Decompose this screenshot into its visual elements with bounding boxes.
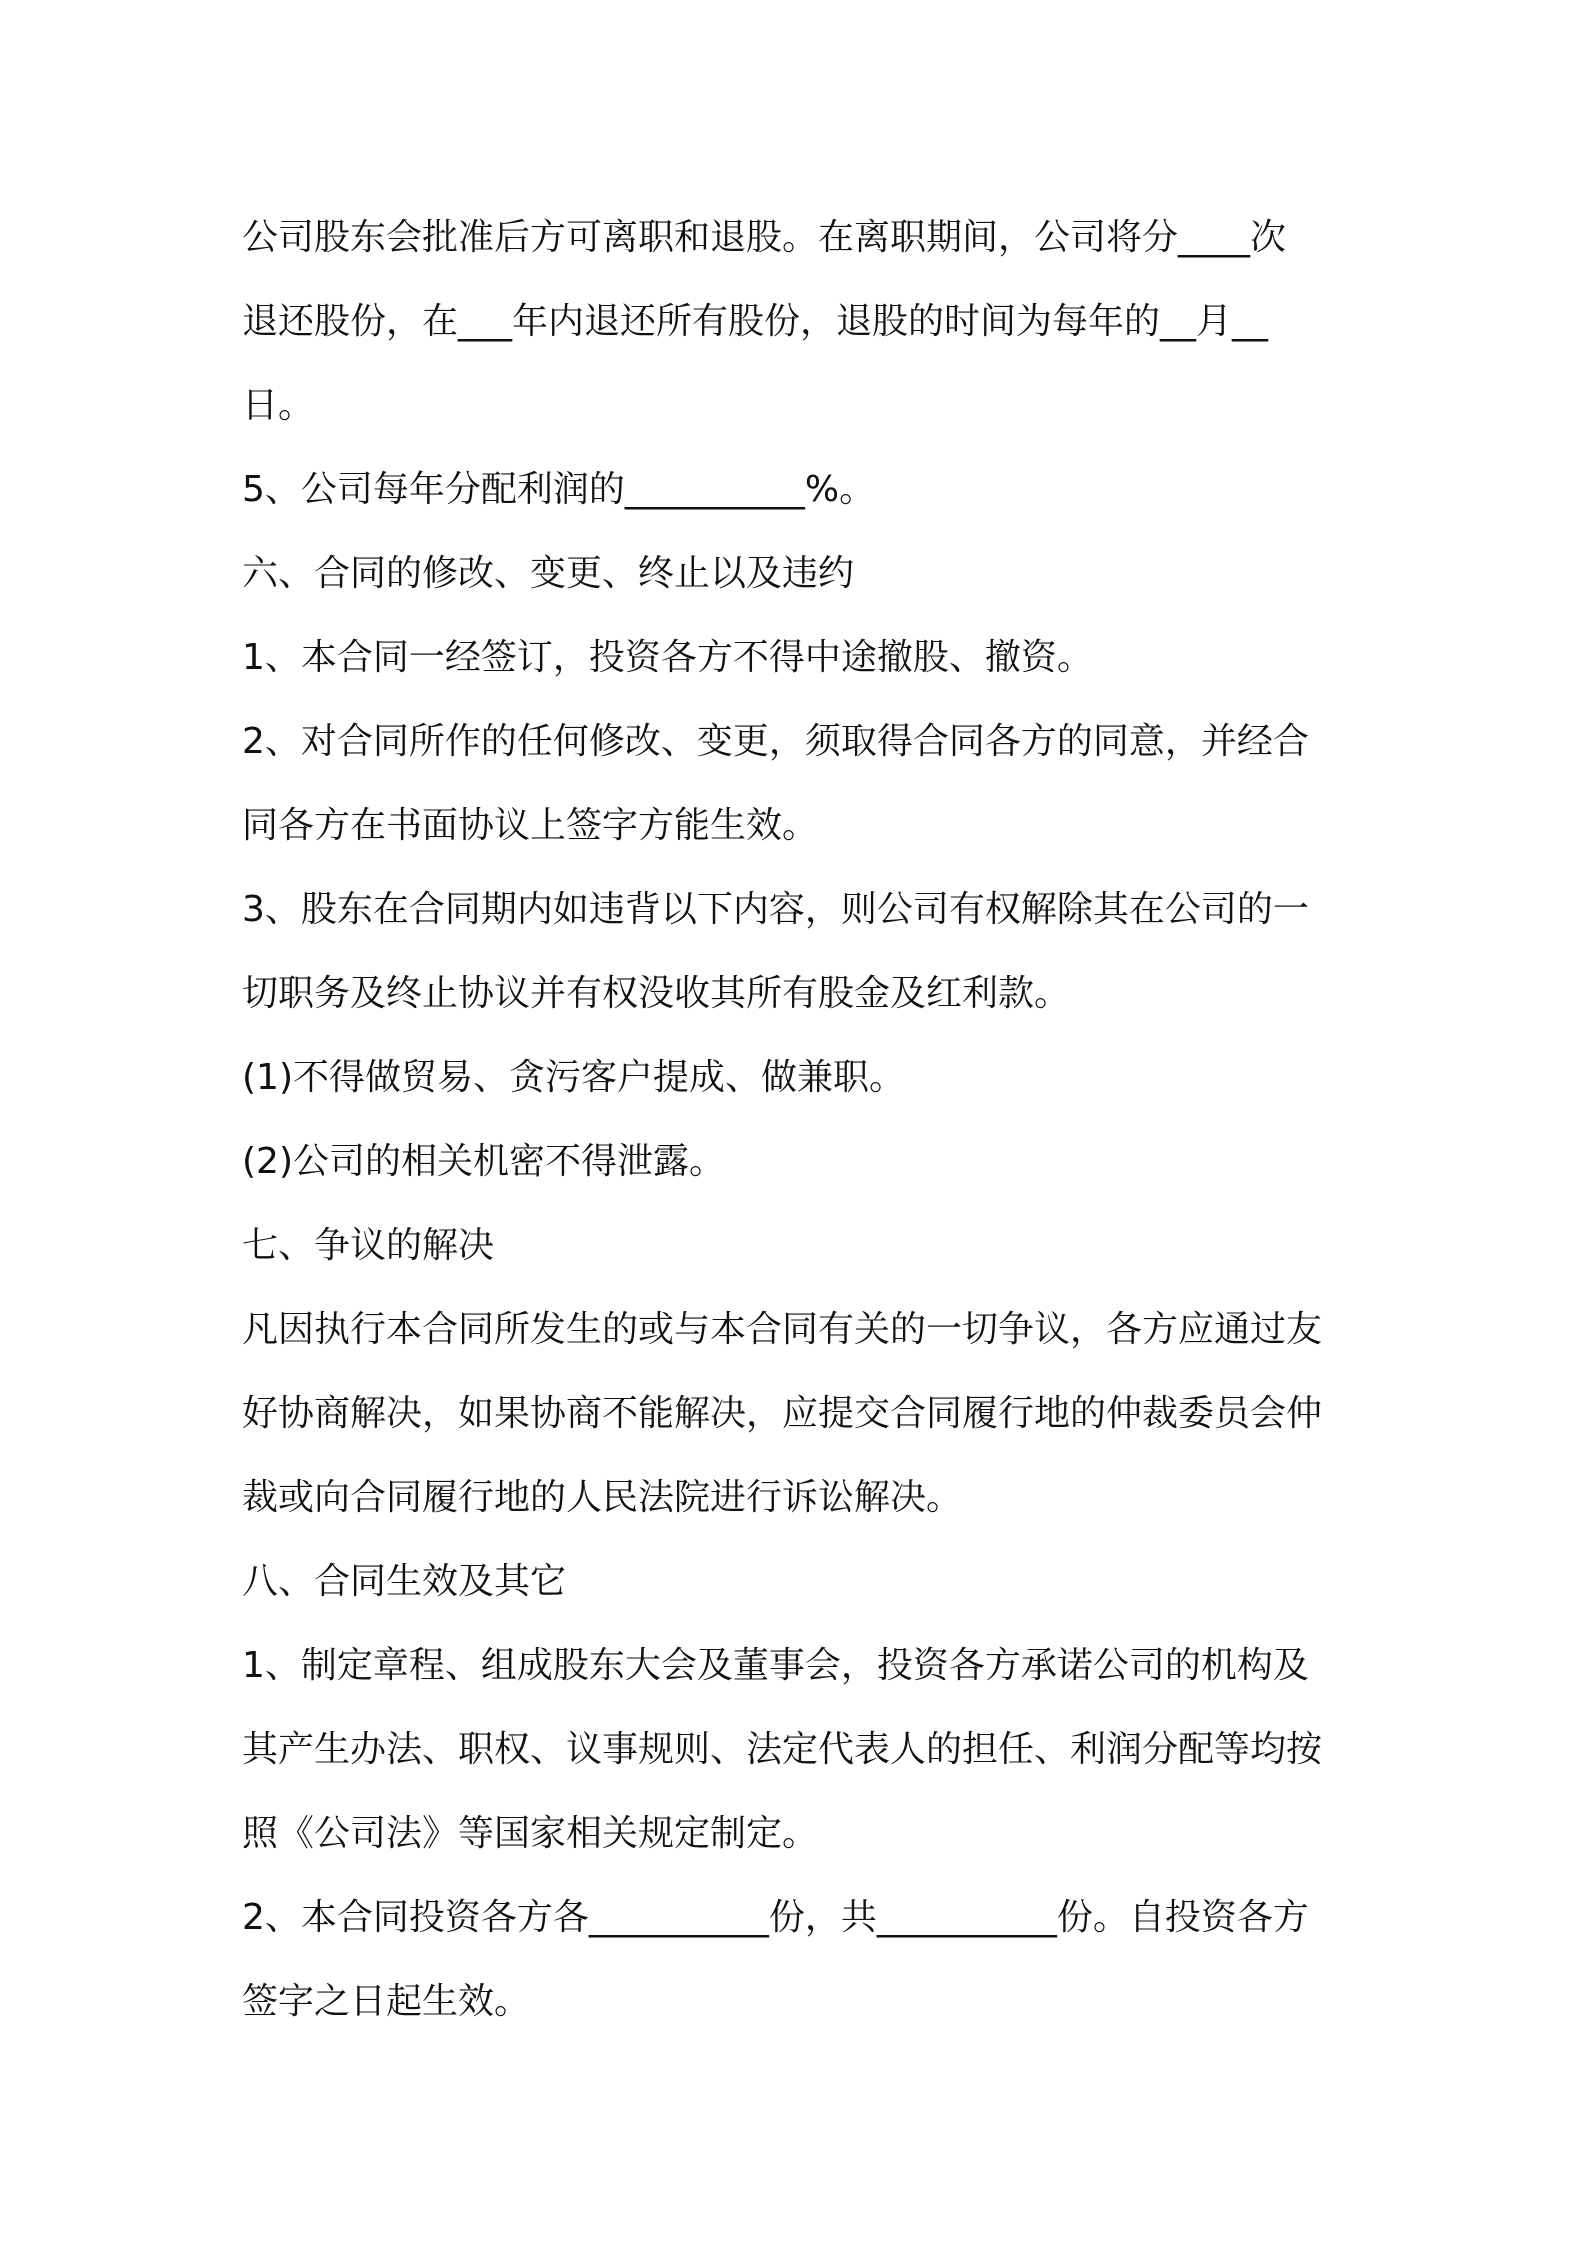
- text-line: 5、公司每年分配利润的__________%。: [242, 469, 876, 510]
- text-line: 同各方在书面协议上签字方能生效。: [242, 805, 819, 846]
- text-line: 公司股东会批准后方可离职和退股。在离职期间，公司将分____次: [242, 217, 1287, 258]
- text-line: 凡因执行本合同所发生的或与本合同有关的一切争议，各方应通过友: [242, 1309, 1323, 1350]
- text-line: (1)不得做贸易、贪污客户提成、做兼职。: [242, 1057, 905, 1098]
- text-line: 1、制定章程、组成股东大会及董事会，投资各方承诺公司的机构及: [242, 1645, 1309, 1686]
- text-line: 切职务及终止协议并有权没收其所有股金及红利款。: [242, 973, 1071, 1014]
- document-body: [242, 196, 1362, 2044]
- text-line: 好协商解决，如果协商不能解决，应提交合同履行地的仲裁委员会仲: [242, 1393, 1323, 1434]
- text-line: 1、本合同一经签订，投资各方不得中途撤股、撤资。: [242, 637, 1093, 678]
- text-line: 2、对合同所作的任何修改、变更，须取得合同各方的同意，并经合: [242, 721, 1309, 762]
- text-line: 其产生办法、职权、议事规则、法定代表人的担任、利润分配等均按: [242, 1729, 1323, 1770]
- text-line: 退还股份，在___年内退还所有股份，退股的时间为每年的__月__: [242, 301, 1269, 342]
- section-heading: 八、合同生效及其它: [242, 1561, 567, 1602]
- text-line: 签字之日起生效。: [242, 1981, 531, 2022]
- text-line: 裁或向合同履行地的人民法院进行诉讼解决。: [242, 1477, 963, 1518]
- text-line: 2、本合同投资各方各__________份，共__________份。自投资各方: [242, 1897, 1309, 1938]
- section-heading: 六、合同的修改、变更、终止以及违约: [242, 553, 855, 594]
- text-line: (2)公司的相关机密不得泄露。: [242, 1141, 725, 1182]
- text-line: 日。: [242, 385, 315, 426]
- text-line: 3、股东在合同期内如违背以下内容，则公司有权解除其在公司的一: [242, 889, 1309, 930]
- text-line: 照《公司法》等国家相关规定制定。: [242, 1813, 819, 1854]
- section-heading: 七、争议的解决: [242, 1225, 495, 1266]
